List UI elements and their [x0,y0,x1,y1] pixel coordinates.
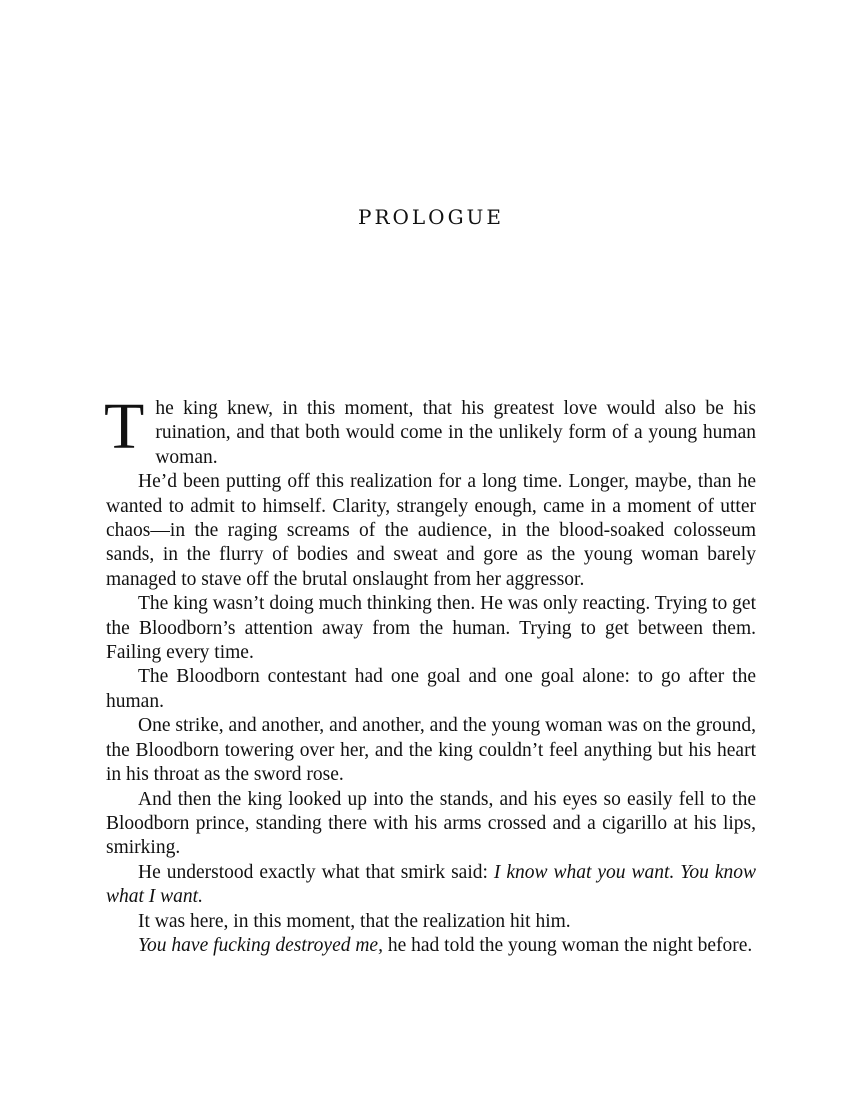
paragraph-9-rest: he had told the young woman the night before. [382,934,753,956]
paragraph-6: And then the king looked up into the stands, and his eyes so easily fell to the Bloodborn prince, standing there with his arms crossed and a cigarillo at his lips, smirking. [106,788,756,859]
paragraph-9-italic: You have fucking destroyed me, [138,934,383,956]
paragraph-2: He’d been putting off this realization for a long time. Longer, maybe, than he wanted to admit to himself. Clarity, strangely enough, came in a moment of utter chaos—in the raging screams of the audience, in the blood-soaked colosseum sands, in the flurry of bodies and sweat and gore as the young woman barely managed to stave off the brutal onslaught from her aggressor. [106,471,756,590]
paragraph-8: It was here, in this moment, that the realization hit him. [138,910,571,932]
paragraph-7-lead: He understood exactly what that smirk said: [138,861,494,883]
paragraph-1 [104,390,756,470]
drop-cap: T [104,390,145,463]
prologue-body [104,390,756,958]
chapter-title: PROLOGUE [357,205,505,229]
paragraph-5: One strike, and another, and another, and the young woman was on the ground, the Bloodborn towering over her, and the king couldn’t feel anything but his heart in his throat as the sword rose. [106,715,756,786]
paragraph-1-text: he king knew, in this moment, that his greatest love would also be his ruination, and that both would come in the unlikely form of a young human woman. [155,398,756,468]
paragraph-3: The king wasn’t doing much thinking then. He was only reacting. Trying to get the Bloodborn’s attention away from the human. Trying to get between them. Failing every time. [106,593,756,664]
paragraph-7-italic: I know what you want. You know what I want. [106,861,756,908]
paragraph-9 [106,934,756,958]
paragraph-7 [106,861,756,910]
paragraph-4: The Bloodborn contestant had one goal and one goal alone: to go after the human. [106,666,756,712]
